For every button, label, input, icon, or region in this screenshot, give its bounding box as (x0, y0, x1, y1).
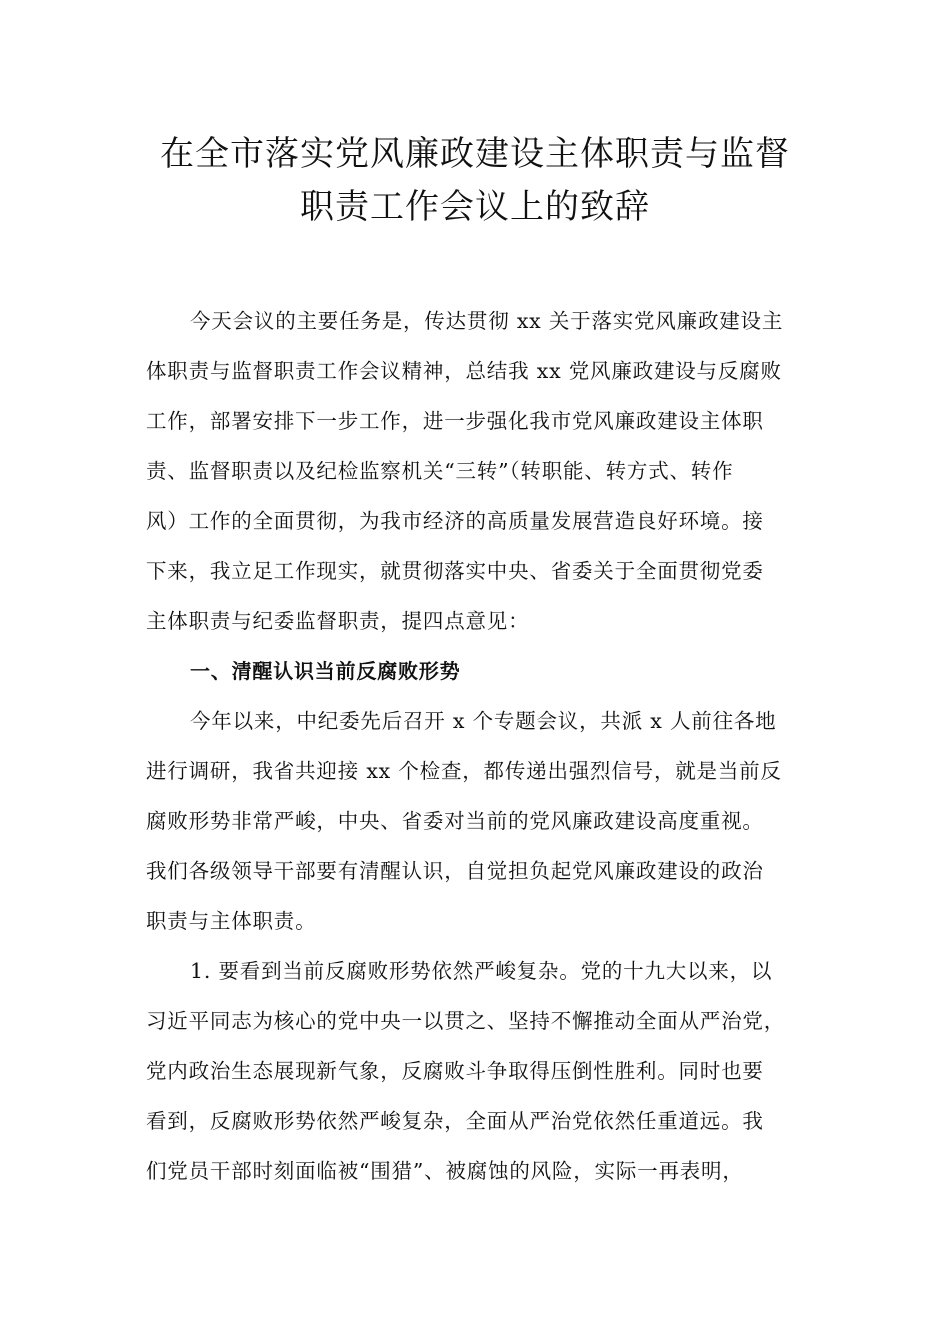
paragraph-line: 进行调研，我省共迎接 xx 个检查，都传递出强烈信号，就是当前反 (146, 759, 782, 783)
paragraph-line: 们党员干部时刻面临被“围猎”、被腐蚀的风险，实际一再表明， (146, 1159, 744, 1183)
document-title (100, 128, 850, 234)
paragraph-line: 风）工作的全面贯彻，为我市经济的高质量发展营造良好环境。接 (146, 509, 764, 533)
title-line-1: 在全市落实党风廉政建设主体职责与监督 (160, 134, 790, 174)
paragraph-line: 看到，反腐败形势依然严峻复杂，全面从严治党依然任重道远。我 (146, 1109, 764, 1133)
paragraph-line: 今天会议的主要任务是，传达贯彻 xx 关于落实党风廉政建设主 (190, 309, 784, 333)
paragraph-line: 责、监督职责以及纪检监察机关“三转”（转职能、转方式、转作 (146, 459, 734, 483)
paragraph-line: 今年以来，中纪委先后召开 x 个专题会议，共派 x 人前往各地 (190, 709, 777, 733)
paragraph-line: 下来，我立足工作现实，就贯彻落实中央、省委关于全面贯彻党委 (146, 559, 764, 583)
paragraph-line: 1. 要看到当前反腐败形势依然严峻复杂。党的十九大以来，以 (190, 959, 773, 983)
paragraph-line: 党内政治生态展现新气象，反腐败斗争取得压倒性胜利。同时也要 (146, 1059, 764, 1083)
paragraph-line: 体职责与监督职责工作会议精神，总结我 xx 党风廉政建设与反腐败 (146, 359, 782, 383)
section-heading: 一、清醒认识当前反腐败形势 (190, 659, 461, 683)
paragraph-line: 腐败形势非常严峻，中央、省委对当前的党风廉政建设高度重视。 (146, 809, 764, 833)
document-body (146, 296, 806, 1196)
paragraph-line: 工作，部署安排下一步工作，进一步强化我市党风廉政建设主体职 (146, 409, 764, 433)
paragraph-line: 习近平同志为核心的党中央一以贯之、坚持不懈推动全面从严治党， (146, 1009, 785, 1033)
paragraph-line: 主体职责与纪委监督职责，提四点意见： (146, 609, 530, 633)
paragraph-line: 职责与主体职责。 (146, 909, 317, 933)
title-line-2: 职责工作会议上的致辞 (300, 187, 650, 227)
paragraph-line: 我们各级领导干部要有清醒认识，自觉担负起党风廉政建设的政治 (146, 859, 764, 883)
